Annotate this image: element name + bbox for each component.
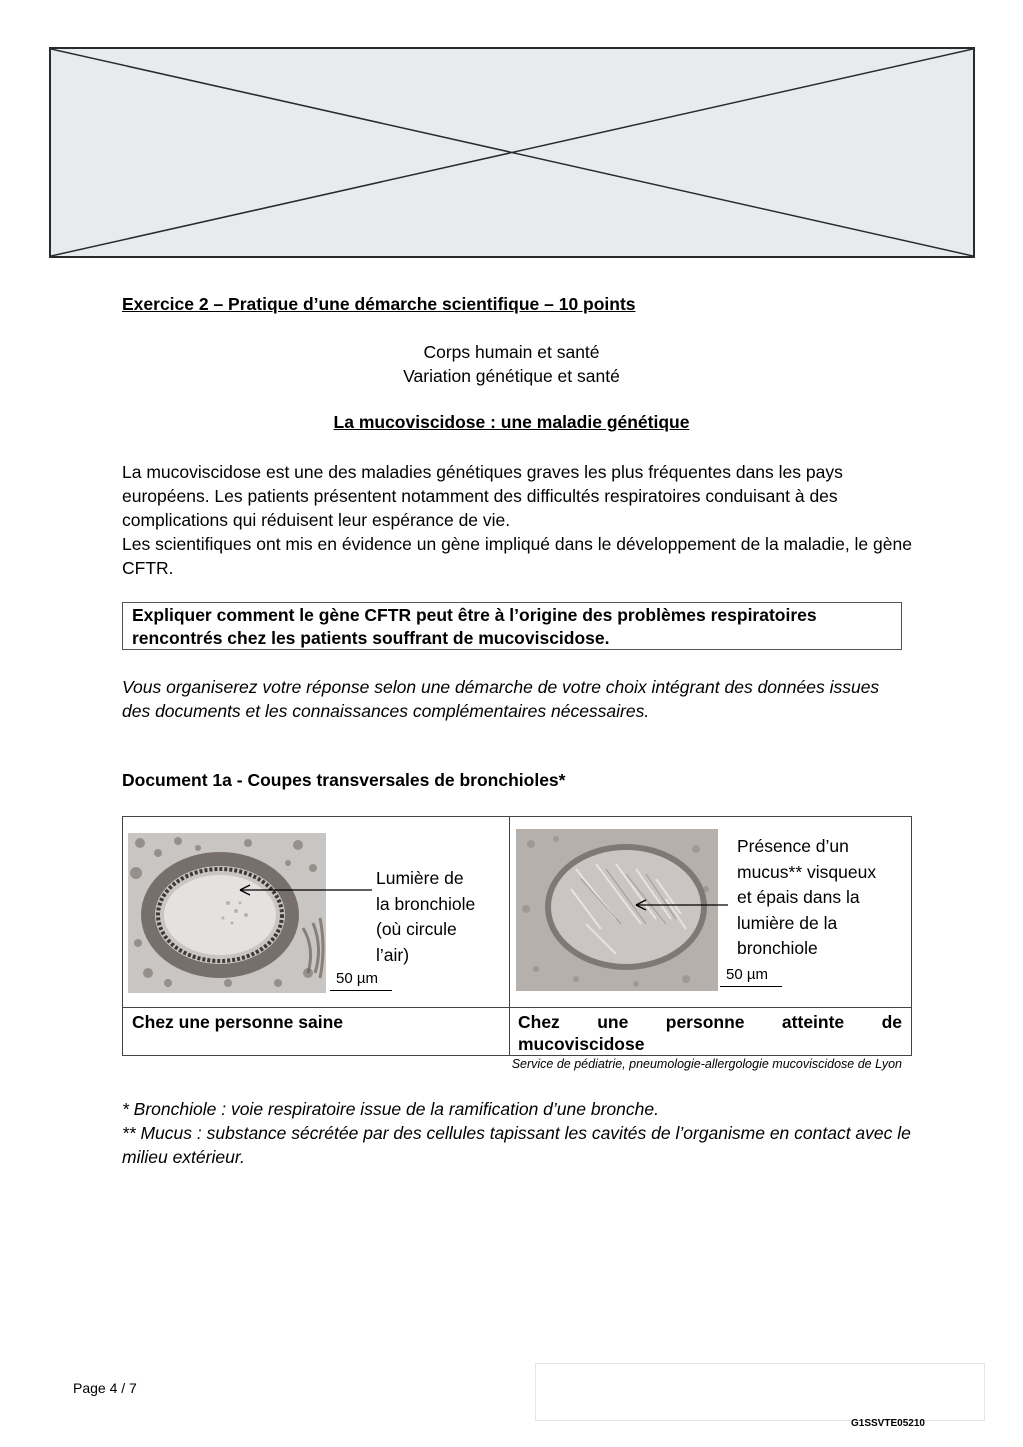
healthy-row-label: Chez une personne saine	[132, 1012, 344, 1032]
mucoviscidosis-annotation-line: mucus** visqueux	[737, 861, 877, 882]
mucoviscidosis-scale-bar	[720, 986, 782, 987]
theme-line-2: Variation génétique et santé	[403, 366, 620, 386]
mucoviscidosis-annotation-line: lumière de la	[737, 912, 838, 933]
intro-paragraph-1: La mucoviscidose est une des maladies génétiques graves les plus fréquentes dans les pays européens. Les patients présentent notamment des difficultés respiratoires conduisant à des complications qui réduisent leur espérance de vie.	[122, 462, 843, 530]
mucoviscidosis-scale-label: 50 µm	[726, 966, 768, 983]
subject-title	[0, 412, 1023, 433]
table-column-divider	[509, 816, 510, 1056]
footnote-bronchiole: * Bronchiole : voie respiratoire issue de la ramification d’une bronche.	[122, 1099, 659, 1119]
arrow-healthy-lumen	[238, 884, 373, 896]
healthy-scale-label: 50 µm	[336, 970, 378, 987]
crossed-placeholder-graphic	[51, 49, 973, 256]
document-source: Service de pédiatrie, pneumologie-allergologie mucoviscidose de Lyon	[511, 1057, 902, 1071]
instructions: Vous organiserez votre réponse selon une démarche de votre choix intégrant des données issues des documents et les connaissances complémentaires nécessaires.	[122, 677, 880, 721]
arrow-mucus	[634, 899, 729, 911]
mucoviscidosis-annotation-line: et épais dans la	[737, 887, 860, 907]
mucoviscidosis-label-line-2: mucoviscidose	[518, 1034, 645, 1054]
mucoviscidosis-row-label	[518, 1011, 902, 1055]
healthy-annotation-line: Lumière de	[376, 868, 464, 888]
page-number: Page 4 / 7	[73, 1380, 137, 1396]
exercise-title: Exercice 2 – Pratique d’une démarche scientifique – 10 points	[122, 294, 636, 314]
healthy-bronchiole-micrograph	[128, 833, 326, 993]
subject-title-text: La mucoviscidose : une maladie génétique	[333, 412, 690, 432]
healthy-scale-bar	[330, 990, 392, 991]
footnote-mucus: ** Mucus : substance sécrétée par des cellules tapissant les cavités de l’organisme en contact avec le milieu extérieur.	[122, 1123, 911, 1167]
theme-line-1: Corps humain et santé	[423, 342, 600, 362]
healthy-annotation-line: la bronchiole	[376, 893, 476, 914]
mucoviscidosis-annotation	[737, 834, 876, 962]
table-row-divider	[122, 1007, 912, 1008]
healthy-annotation	[376, 866, 475, 968]
healthy-annotation-line: l’air)	[376, 944, 410, 965]
document-title: Document 1a - Coupes transversales de bronchioles*	[122, 770, 566, 790]
mucoviscidosis-annotation-line: bronchiole	[737, 938, 818, 958]
mucoviscidosis-label-line-1: Chez une personne atteinte de	[518, 1012, 902, 1032]
document-code: G1SSVTE05210	[851, 1418, 925, 1429]
header-placeholder-box	[49, 47, 975, 258]
mucoviscidosis-annotation-line: Présence d’un	[737, 836, 849, 856]
intro-paragraph-2: Les scientifiques ont mis en évidence un gène impliqué dans le développement de la maladie, le gène CFTR.	[122, 534, 912, 578]
footer-box	[535, 1363, 985, 1421]
task-box: Expliquer comment le gène CFTR peut être à l’origine des problèmes respiratoires rencontrés chez les patients souffrant de mucoviscidose.	[122, 602, 902, 650]
healthy-annotation-line: (où circule	[376, 919, 457, 939]
